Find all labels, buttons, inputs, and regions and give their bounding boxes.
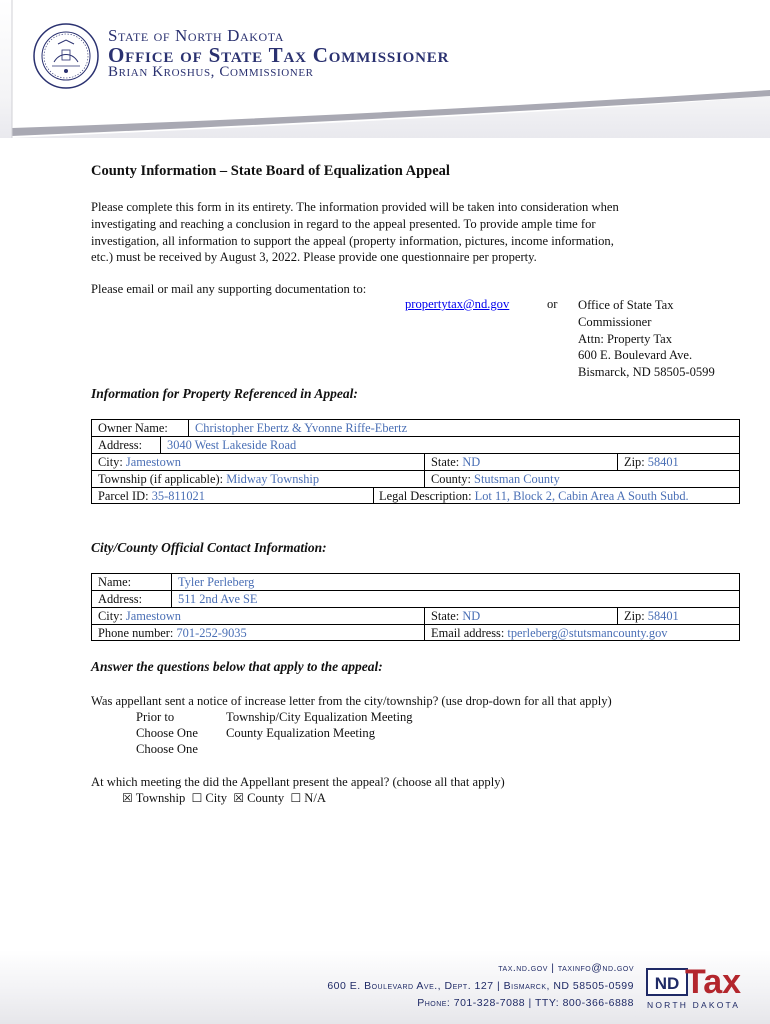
intro-line: investigating and reaching a conclusion in regard to the appeal presented. To provide ample time for [91, 216, 596, 231]
city-cell[interactable] [92, 454, 424, 470]
checkbox-county[interactable] [233, 791, 284, 805]
mail-line: Attn: Property Tax [578, 331, 673, 346]
state-cell[interactable] [424, 454, 617, 470]
intro-line: Please complete this form in its entirety. The information provided will be taken into consideration when [91, 200, 619, 214]
notice-meeting-1: Township/City Equalization Meeting [226, 710, 413, 724]
checkbox-township-label: Township [135, 791, 186, 805]
intro-line: etc.) must be received by August 3, 2022. Please provide one questionnaire per property. [91, 250, 537, 265]
checkbox-township[interactable] [122, 791, 185, 805]
county-field[interactable]: Stutsman County [474, 472, 560, 486]
city-field[interactable]: Jamestown [125, 455, 181, 469]
parcel-field[interactable]: 35-811021 [151, 489, 205, 503]
footer-web-email: tax.nd.gov | taxinfo@nd.gov [498, 962, 634, 974]
intro-paragraph [91, 199, 691, 266]
email-link[interactable]: propertytax@nd.gov [405, 297, 510, 311]
mailing-address [578, 297, 715, 381]
city-label: City: [98, 455, 123, 469]
state-field[interactable]: ND [462, 455, 481, 469]
nd-tax-logo [645, 955, 751, 1011]
contact-city-field[interactable]: Jamestown [125, 609, 181, 623]
parcel-cell[interactable] [92, 488, 373, 504]
meeting-checkbox-group [122, 791, 326, 806]
contact-name-field[interactable]: Tyler Perleberg [171, 574, 740, 590]
footer-phone: Phone: 701-328-7088 | TTY: 800-366-6888 [417, 997, 634, 1009]
checkbox-city-box[interactable]: ☐ [191, 791, 203, 805]
table-row [92, 624, 739, 641]
checkbox-na[interactable] [290, 791, 325, 805]
owner-field[interactable]: Christopher Ebertz & Yvonne Riffe-Ebertz [188, 420, 740, 436]
logo-tax-text: Tax [685, 963, 742, 1001]
table-row [92, 590, 739, 607]
township-label: Township (if applicable): [98, 472, 224, 486]
mail-line: Office of State Tax [578, 298, 674, 312]
contact-info-table [91, 573, 740, 641]
legal-description-label: Legal Description: [379, 489, 472, 503]
header-office-name: Office of State Tax Commissioner [108, 43, 450, 67]
contact-section-title: City/County Official Contact Information: [91, 540, 327, 555]
zip-field[interactable]: 58401 [647, 455, 679, 469]
checkbox-county-box[interactable]: ☒ [233, 791, 245, 805]
contact-zip-field[interactable]: 58401 [647, 609, 679, 623]
contact-email-field[interactable]: tperleberg@stutsmancounty.gov [507, 626, 668, 640]
address-label: Address: [98, 438, 143, 452]
questions-section-title: Answer the questions below that apply to the appeal: [91, 659, 383, 674]
county-cell[interactable] [424, 471, 740, 487]
contact-phone-cell[interactable] [92, 625, 424, 641]
contact-state-label: State: [431, 609, 460, 623]
mail-line: Commissioner [578, 314, 652, 329]
contact-phone-label: Phone number: [98, 626, 174, 640]
question-notice-letter: Was appellant sent a notice of increase letter from the city/township? (use drop-down for all that apply) [91, 694, 612, 708]
question-meeting-presented: At which meeting the did the Appellant present the appeal? (choose all that apply) [91, 775, 505, 789]
contact-address-label: Address: [98, 592, 143, 606]
property-section-title: Information for Property Referenced in Appeal: [91, 386, 358, 401]
property-info-table [91, 419, 740, 504]
letterhead [0, 0, 770, 138]
mail-line: 600 E. Boulevard Ave. [578, 348, 693, 363]
checkbox-city-label: City [205, 791, 228, 805]
state-seal-icon [32, 22, 100, 90]
address-field[interactable]: 3040 West Lakeside Road [160, 437, 740, 453]
contact-state-field[interactable]: ND [462, 609, 481, 623]
header-state-name: State of North Dakota [108, 26, 285, 45]
contact-phone-field[interactable]: 701-252-9035 [176, 626, 247, 640]
contact-email-cell[interactable] [424, 625, 740, 641]
notice-dropdown-3[interactable]: Choose One [136, 742, 198, 756]
mail-line: Bismarck, ND 58505-0599 [578, 365, 715, 380]
township-cell[interactable] [92, 471, 424, 487]
table-row [92, 436, 739, 453]
header-commissioner: Brian Kroshus, Commissioner [108, 64, 314, 80]
county-label: County: [431, 472, 471, 486]
checkbox-township-box[interactable]: ☒ [122, 791, 133, 805]
footer-address: 600 E. Boulevard Ave., Dept. 127 | Bismarck, ND 58505-0599 [327, 980, 634, 992]
legal-description-cell[interactable] [373, 488, 740, 504]
intro-line: investigation, all information to support the appeal (property information, pictures, income information, [91, 233, 614, 248]
or-text: or [547, 297, 558, 311]
table-row [92, 487, 739, 504]
logo-sub-text: NORTH DAKOTA [647, 1000, 741, 1010]
send-documentation-text: Please email or mail any supporting documentation to: [91, 282, 367, 296]
checkbox-county-label: County [247, 791, 285, 805]
logo-nd-text: ND [654, 974, 680, 993]
contact-city-cell[interactable] [92, 608, 424, 624]
notice-dropdown-1[interactable]: Prior to [136, 710, 175, 724]
table-row [92, 574, 739, 590]
table-row [92, 420, 739, 436]
legal-description-field[interactable]: Lot 11, Block 2, Cabin Area A South Subd. [474, 489, 689, 503]
contact-zip-label: Zip: [624, 609, 645, 623]
checkbox-na-label: N/A [304, 791, 326, 805]
township-field[interactable]: Midway Township [226, 472, 320, 486]
owner-label: Owner Name: [98, 421, 168, 435]
state-label: State: [431, 455, 460, 469]
contact-name-label: Name: [98, 575, 132, 589]
parcel-label: Parcel ID: [98, 489, 149, 503]
checkbox-na-box[interactable]: ☐ [290, 791, 302, 805]
contact-state-cell[interactable] [424, 608, 617, 624]
notice-meeting-2: County Equalization Meeting [226, 726, 375, 740]
form-title: County Information – State Board of Equalization Appeal [91, 163, 450, 179]
zip-cell[interactable] [617, 454, 740, 470]
table-row [92, 607, 739, 624]
contact-email-label: Email address: [431, 626, 505, 640]
table-row [92, 470, 739, 487]
notice-dropdown-2[interactable]: Choose One [136, 726, 198, 740]
checkbox-city[interactable] [192, 791, 227, 805]
table-row [92, 453, 739, 470]
contact-city-label: City: [98, 609, 123, 623]
zip-label: Zip: [624, 455, 645, 469]
contact-address-field[interactable]: 511 2nd Ave SE [171, 591, 740, 607]
contact-zip-cell[interactable] [617, 608, 740, 624]
